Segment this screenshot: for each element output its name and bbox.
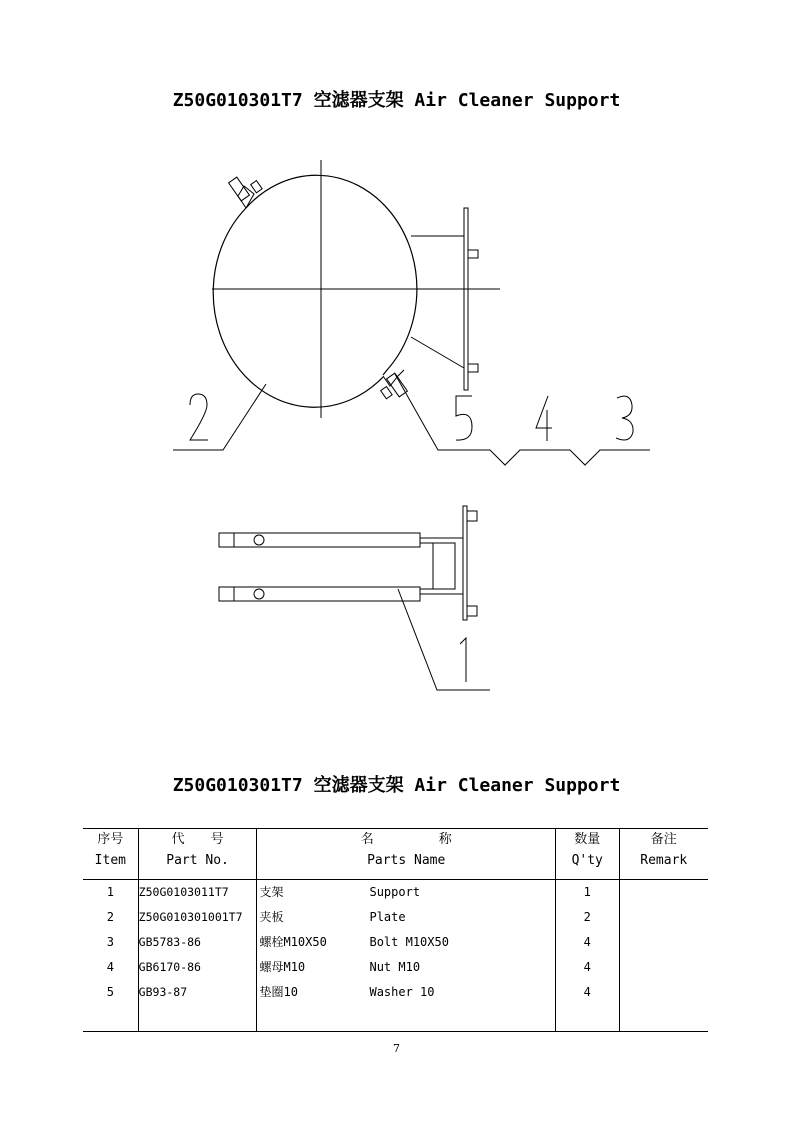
cell-part-no: Z50G0103011T7	[138, 880, 257, 906]
parts-table	[83, 828, 708, 1032]
cell-name-cn: 螺栓M10X50	[259, 935, 327, 949]
side-lower-bolt	[467, 606, 477, 616]
cell-name-cn: 夹板	[259, 910, 284, 924]
cell-name-cn: 垫圈10	[259, 985, 298, 999]
lower-mount-bolt	[468, 364, 478, 372]
table-title: Z50G010301T7 空滤器支架 Air Cleaner Support	[172, 775, 621, 796]
cell-name-en: Nut M10	[369, 960, 421, 974]
upper-bracket-arm	[219, 533, 420, 547]
header-code-cn: 代 号	[171, 832, 224, 847]
cell-remark	[619, 980, 708, 1005]
header-qty-cn: 数量	[574, 832, 601, 847]
lower-bracket-arm	[219, 587, 420, 601]
upper-mount-bolt	[468, 250, 478, 258]
side-weld-bracket	[420, 538, 463, 594]
cell-parts-name	[257, 955, 555, 980]
cell-parts-name	[257, 930, 555, 955]
header-item-cn: 序号	[97, 832, 124, 847]
cell-qty: 4	[555, 930, 619, 955]
cell-part-no: GB5783-86	[138, 930, 257, 955]
cell-remark	[619, 905, 708, 930]
support-plate	[464, 208, 468, 390]
header-part-no	[138, 829, 257, 880]
cell-parts-name	[257, 880, 555, 906]
document-title: Z50G010301T7 空滤器支架 Air Cleaner Support	[172, 90, 621, 111]
callout-3	[616, 396, 633, 440]
cell-name-en: Plate	[369, 910, 406, 924]
cell-remark	[619, 880, 708, 906]
table-row	[83, 905, 708, 930]
cell-parts-name	[257, 905, 555, 930]
cell-remark	[619, 930, 708, 955]
upper-bolt	[229, 177, 250, 201]
side-support-plate	[463, 506, 467, 620]
callout-5	[456, 396, 472, 440]
header-code-en: Part No.	[166, 853, 229, 868]
cell-part-no: GB93-87	[138, 980, 257, 1005]
header-parts-name	[257, 829, 555, 880]
cell-name-en: Washer 10	[369, 985, 435, 999]
page-number: 7	[393, 1042, 400, 1055]
header-qty	[555, 829, 619, 880]
header-remark-cn: 备注	[650, 832, 677, 847]
cell-part-no: GB6170-86	[138, 955, 257, 980]
cell-name-en: Bolt M10X50	[369, 935, 449, 949]
table-row	[83, 980, 708, 1005]
cell-item: 2	[83, 905, 138, 930]
leader-1	[398, 589, 490, 690]
header-item	[83, 829, 138, 880]
table-row	[83, 955, 708, 980]
cell-qty: 1	[555, 880, 619, 906]
table-row-empty	[83, 1005, 708, 1032]
lower-arm-line	[411, 337, 464, 368]
cell-qty: 4	[555, 980, 619, 1005]
cell-part-no: Z50G010301001T7	[138, 905, 257, 930]
cell-remark	[619, 955, 708, 980]
header-item-en: Item	[94, 853, 126, 868]
cell-item: 3	[83, 930, 138, 955]
header-qty-en: Q'ty	[571, 853, 603, 868]
table-row	[83, 880, 708, 906]
lower-nut	[381, 387, 392, 399]
side-upper-bolt	[467, 511, 477, 521]
header-remark	[619, 829, 708, 880]
lower-arm-bolt	[254, 589, 264, 599]
leader-5-4-3	[395, 374, 650, 465]
cell-qty: 4	[555, 955, 619, 980]
table-header-row	[83, 829, 708, 880]
cell-item: 5	[83, 980, 138, 1005]
cell-item: 4	[83, 955, 138, 980]
leader-2	[173, 384, 266, 450]
upper-nut	[251, 181, 262, 193]
cell-item: 1	[83, 880, 138, 906]
callout-2	[190, 394, 208, 440]
technical-drawing	[0, 140, 793, 700]
callout-4	[536, 396, 552, 441]
clamp-ring-lower	[213, 208, 383, 407]
callout-1	[460, 638, 466, 682]
upper-arm-bolt	[254, 535, 264, 545]
table-row	[83, 930, 708, 955]
clamp-ring-upper	[246, 175, 417, 375]
header-name-cn: 名 称	[360, 832, 452, 847]
header-remark-en: Remark	[640, 853, 688, 868]
cell-name-en: Support	[369, 885, 421, 899]
cell-name-cn: 螺母M10	[259, 960, 306, 974]
cell-qty: 2	[555, 905, 619, 930]
cell-parts-name	[257, 980, 555, 1005]
cell-name-cn: 支架	[259, 885, 284, 899]
header-name-en: Parts Name	[367, 853, 446, 868]
